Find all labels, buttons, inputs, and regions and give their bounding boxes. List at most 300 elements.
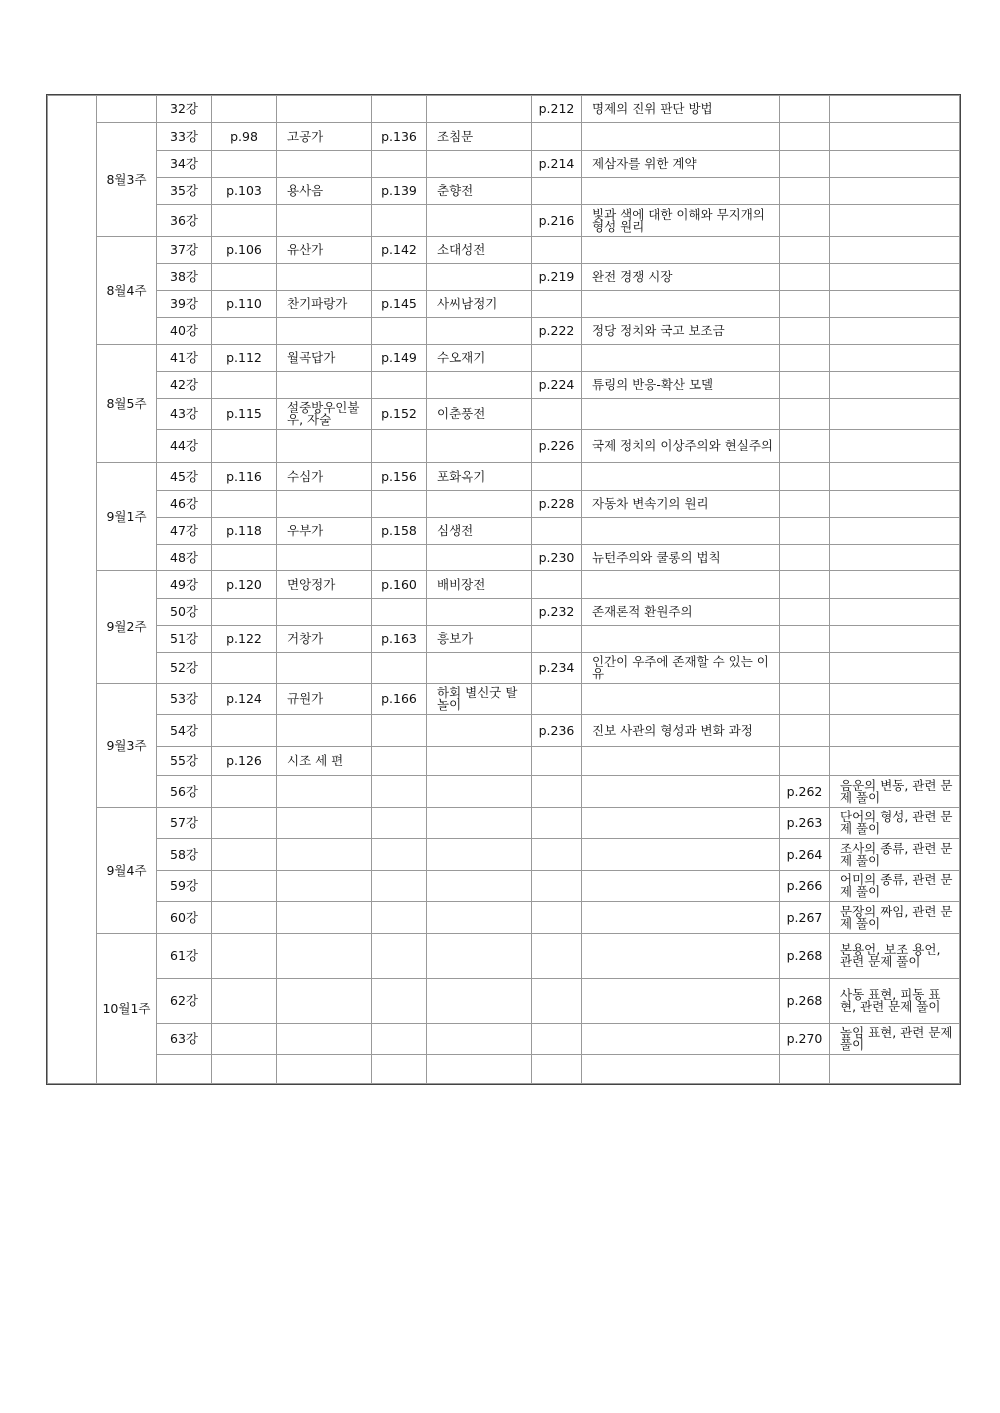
- grammar-page: [780, 463, 830, 491]
- grammar-topic: 조사의 종류, 관련 문제 풀이: [830, 839, 960, 871]
- lesson-number: 44강: [157, 430, 212, 463]
- reading-topic: 국제 정치의 이상주의와 현실주의: [582, 430, 780, 463]
- week-label: 8월3주: [97, 123, 157, 237]
- grammar-topic: [830, 571, 960, 599]
- grammar-page: [780, 264, 830, 291]
- prose-title: [427, 902, 532, 934]
- grammar-topic: [830, 372, 960, 399]
- prose-title: 이춘풍전: [427, 399, 532, 430]
- grammar-topic: [830, 96, 960, 123]
- prose-page: [372, 491, 427, 518]
- lesson-number: 51강: [157, 626, 212, 653]
- lesson-number: 43강: [157, 399, 212, 430]
- reading-page: p.212: [532, 96, 582, 123]
- reading-page: [532, 399, 582, 430]
- poetry-title: [277, 1024, 372, 1055]
- grammar-page: p.266: [780, 871, 830, 902]
- section-cell: [48, 96, 97, 1084]
- poetry-title: 월곡답가: [277, 345, 372, 372]
- grammar-page: [780, 237, 830, 264]
- grammar-page: [780, 178, 830, 205]
- literature-page: [212, 934, 277, 979]
- prose-page: p.163: [372, 626, 427, 653]
- poetry-title: [277, 205, 372, 237]
- week-label: 9월1주: [97, 463, 157, 571]
- reading-topic: 정당 정치와 국고 보조금: [582, 318, 780, 345]
- lesson-number: 49강: [157, 571, 212, 599]
- literature-page: [212, 715, 277, 747]
- prose-page: p.136: [372, 123, 427, 151]
- table-row: [48, 776, 960, 808]
- grammar-topic: [830, 318, 960, 345]
- prose-page: [372, 979, 427, 1024]
- reading-page: [532, 934, 582, 979]
- lesson-number: 54강: [157, 715, 212, 747]
- table-row: [48, 463, 960, 491]
- prose-title: [427, 776, 532, 808]
- prose-page: [372, 871, 427, 902]
- table-row: [48, 96, 960, 123]
- prose-page: p.142: [372, 237, 427, 264]
- table-row: [48, 653, 960, 684]
- grammar-page: p.268: [780, 979, 830, 1024]
- poetry-title: [277, 430, 372, 463]
- poetry-title: [277, 839, 372, 871]
- prose-title: 배비장전: [427, 571, 532, 599]
- reading-page: p.228: [532, 491, 582, 518]
- prose-title: [427, 839, 532, 871]
- grammar-page: [780, 291, 830, 318]
- prose-page: [372, 205, 427, 237]
- lesson-number: 35강: [157, 178, 212, 205]
- prose-page: [372, 1055, 427, 1084]
- grammar-topic: [830, 545, 960, 571]
- lesson-number: 56강: [157, 776, 212, 808]
- table-row: [48, 1024, 960, 1055]
- prose-page: [372, 151, 427, 178]
- table-row: [48, 372, 960, 399]
- prose-page: [372, 653, 427, 684]
- lesson-number: 60강: [157, 902, 212, 934]
- poetry-title: [277, 653, 372, 684]
- reading-page: p.234: [532, 653, 582, 684]
- poetry-title: 수심가: [277, 463, 372, 491]
- prose-title: 수오재기: [427, 345, 532, 372]
- reading-topic: [582, 979, 780, 1024]
- poetry-title: [277, 151, 372, 178]
- poetry-title: 유산가: [277, 237, 372, 264]
- literature-page: [212, 151, 277, 178]
- table-row: [48, 626, 960, 653]
- prose-title: [427, 372, 532, 399]
- grammar-page: [780, 1055, 830, 1084]
- prose-page: [372, 96, 427, 123]
- table-row: [48, 934, 960, 979]
- reading-page: [532, 776, 582, 808]
- poetry-title: 용사음: [277, 178, 372, 205]
- prose-title: [427, 151, 532, 178]
- reading-page: [532, 237, 582, 264]
- reading-page: [532, 345, 582, 372]
- poetry-title: [277, 934, 372, 979]
- table-row: [48, 318, 960, 345]
- lesson-number: 55강: [157, 747, 212, 776]
- grammar-page: [780, 653, 830, 684]
- poetry-title: 거창가: [277, 626, 372, 653]
- lesson-number: 40강: [157, 318, 212, 345]
- lesson-number: 62강: [157, 979, 212, 1024]
- table-row: [48, 684, 960, 715]
- lesson-number: 46강: [157, 491, 212, 518]
- grammar-page: [780, 430, 830, 463]
- poetry-title: 시조 세 편: [277, 747, 372, 776]
- literature-page: p.116: [212, 463, 277, 491]
- literature-page: [212, 372, 277, 399]
- grammar-topic: [830, 399, 960, 430]
- grammar-topic: 높임 표현, 관련 문제 풀이: [830, 1024, 960, 1055]
- lesson-number: 52강: [157, 653, 212, 684]
- table-row: [48, 902, 960, 934]
- literature-page: [212, 902, 277, 934]
- grammar-page: [780, 684, 830, 715]
- table-row: [48, 545, 960, 571]
- grammar-topic: [830, 491, 960, 518]
- grammar-topic: 어미의 종류, 관련 문제 풀이: [830, 871, 960, 902]
- prose-page: p.160: [372, 571, 427, 599]
- reading-page: p.230: [532, 545, 582, 571]
- prose-title: [427, 430, 532, 463]
- reading-topic: [582, 571, 780, 599]
- prose-title: [427, 808, 532, 839]
- literature-page: p.106: [212, 237, 277, 264]
- table-row: [48, 839, 960, 871]
- literature-page: p.112: [212, 345, 277, 372]
- lesson-number: 37강: [157, 237, 212, 264]
- grammar-page: [780, 399, 830, 430]
- grammar-page: [780, 747, 830, 776]
- grammar-topic: [830, 626, 960, 653]
- literature-page: [212, 96, 277, 123]
- grammar-topic: [830, 151, 960, 178]
- prose-title: [427, 318, 532, 345]
- poetry-title: [277, 902, 372, 934]
- table-row: [48, 571, 960, 599]
- table-row: [48, 747, 960, 776]
- literature-page: p.115: [212, 399, 277, 430]
- literature-page: p.120: [212, 571, 277, 599]
- prose-title: 소대성전: [427, 237, 532, 264]
- prose-title: [427, 871, 532, 902]
- grammar-topic: [830, 747, 960, 776]
- literature-page: p.122: [212, 626, 277, 653]
- reading-topic: 뉴턴주의와 쿨롱의 법칙: [582, 545, 780, 571]
- prose-title: [427, 599, 532, 626]
- literature-page: p.98: [212, 123, 277, 151]
- table-row: [48, 430, 960, 463]
- grammar-page: [780, 715, 830, 747]
- grammar-page: [780, 96, 830, 123]
- reading-page: [532, 684, 582, 715]
- reading-page: [532, 123, 582, 151]
- prose-title: 조침문: [427, 123, 532, 151]
- reading-page: [532, 747, 582, 776]
- grammar-page: [780, 491, 830, 518]
- poetry-title: 우부가: [277, 518, 372, 545]
- prose-title: [427, 205, 532, 237]
- reading-topic: 진보 사관의 형성과 변화 과정: [582, 715, 780, 747]
- reading-page: [532, 1055, 582, 1084]
- table-row: [48, 264, 960, 291]
- reading-page: [532, 979, 582, 1024]
- grammar-topic: [830, 178, 960, 205]
- prose-title: [427, 979, 532, 1024]
- reading-topic: 튜링의 반응-확산 모델: [582, 372, 780, 399]
- lesson-number: 57강: [157, 808, 212, 839]
- week-label: 9월2주: [97, 571, 157, 684]
- grammar-topic: [830, 237, 960, 264]
- prose-page: [372, 934, 427, 979]
- lesson-number: 61강: [157, 934, 212, 979]
- reading-page: [532, 871, 582, 902]
- prose-title: 심생전: [427, 518, 532, 545]
- poetry-title: [277, 372, 372, 399]
- lesson-number: 50강: [157, 599, 212, 626]
- prose-page: [372, 264, 427, 291]
- prose-page: p.152: [372, 399, 427, 430]
- table-row: [48, 178, 960, 205]
- grammar-page: p.263: [780, 808, 830, 839]
- week-label: 9월3주: [97, 684, 157, 808]
- reading-topic: [582, 123, 780, 151]
- table-row: [48, 123, 960, 151]
- lesson-number: 58강: [157, 839, 212, 871]
- reading-topic: [582, 237, 780, 264]
- grammar-topic: [830, 715, 960, 747]
- prose-page: p.158: [372, 518, 427, 545]
- reading-topic: [582, 747, 780, 776]
- week-label: [97, 96, 157, 123]
- reading-topic: 인간이 우주에 존재할 수 있는 이유: [582, 653, 780, 684]
- lesson-number: 38강: [157, 264, 212, 291]
- literature-page: [212, 1024, 277, 1055]
- lesson-number: 45강: [157, 463, 212, 491]
- grammar-page: p.268: [780, 934, 830, 979]
- prose-page: p.149: [372, 345, 427, 372]
- poetry-title: 찬기파랑가: [277, 291, 372, 318]
- prose-page: p.145: [372, 291, 427, 318]
- poetry-title: 설중방우인불우, 자술: [277, 399, 372, 430]
- table-row: [48, 205, 960, 237]
- reading-topic: [582, 1055, 780, 1084]
- prose-title: [427, 934, 532, 979]
- literature-page: p.118: [212, 518, 277, 545]
- lesson-number: 41강: [157, 345, 212, 372]
- poetry-title: [277, 264, 372, 291]
- table-row: [48, 399, 960, 430]
- lesson-number: 39강: [157, 291, 212, 318]
- prose-page: p.139: [372, 178, 427, 205]
- poetry-title: [277, 545, 372, 571]
- prose-page: [372, 318, 427, 345]
- reading-topic: [582, 839, 780, 871]
- prose-title: [427, 715, 532, 747]
- lesson-number: [157, 1055, 212, 1084]
- prose-page: [372, 599, 427, 626]
- table-row: [48, 715, 960, 747]
- prose-title: 흥보가: [427, 626, 532, 653]
- reading-page: p.216: [532, 205, 582, 237]
- lesson-number: 53강: [157, 684, 212, 715]
- reading-page: p.219: [532, 264, 582, 291]
- prose-title: 춘향전: [427, 178, 532, 205]
- prose-title: [427, 1055, 532, 1084]
- lesson-number: 42강: [157, 372, 212, 399]
- table-row: [48, 491, 960, 518]
- week-label: 10월1주: [97, 934, 157, 1084]
- schedule-table: [47, 95, 960, 1084]
- literature-page: [212, 808, 277, 839]
- grammar-page: p.270: [780, 1024, 830, 1055]
- reading-page: [532, 463, 582, 491]
- grammar-page: [780, 345, 830, 372]
- grammar-topic: [830, 518, 960, 545]
- reading-page: p.224: [532, 372, 582, 399]
- literature-page: [212, 318, 277, 345]
- literature-page: [212, 545, 277, 571]
- grammar-page: [780, 318, 830, 345]
- reading-page: p.226: [532, 430, 582, 463]
- reading-page: p.236: [532, 715, 582, 747]
- grammar-topic: [830, 1055, 960, 1084]
- literature-page: [212, 430, 277, 463]
- reading-topic: 완전 경쟁 시장: [582, 264, 780, 291]
- week-label: 8월4주: [97, 237, 157, 345]
- prose-title: [427, 96, 532, 123]
- grammar-topic: [830, 264, 960, 291]
- reading-topic: [582, 463, 780, 491]
- grammar-page: p.267: [780, 902, 830, 934]
- literature-page: [212, 871, 277, 902]
- reading-topic: [582, 871, 780, 902]
- grammar-topic: [830, 430, 960, 463]
- prose-page: p.156: [372, 463, 427, 491]
- literature-page: p.103: [212, 178, 277, 205]
- grammar-page: [780, 545, 830, 571]
- reading-page: [532, 1024, 582, 1055]
- prose-page: p.166: [372, 684, 427, 715]
- literature-page: [212, 839, 277, 871]
- week-label: 8월5주: [97, 345, 157, 463]
- lesson-number: 36강: [157, 205, 212, 237]
- prose-page: [372, 808, 427, 839]
- lesson-number: 59강: [157, 871, 212, 902]
- prose-title: [427, 747, 532, 776]
- prose-page: [372, 1024, 427, 1055]
- grammar-page: [780, 372, 830, 399]
- literature-page: [212, 264, 277, 291]
- grammar-page: p.262: [780, 776, 830, 808]
- week-label: 9월4주: [97, 808, 157, 934]
- reading-page: [532, 178, 582, 205]
- reading-topic: 빛과 색에 대한 이해와 무지개의 형성 원리: [582, 205, 780, 237]
- grammar-topic: [830, 653, 960, 684]
- lesson-number: 32강: [157, 96, 212, 123]
- literature-page: [212, 599, 277, 626]
- literature-page: [212, 776, 277, 808]
- prose-page: [372, 715, 427, 747]
- grammar-topic: 음운의 변동, 관련 문제 풀이: [830, 776, 960, 808]
- prose-title: 포화옥기: [427, 463, 532, 491]
- grammar-page: p.264: [780, 839, 830, 871]
- reading-page: [532, 839, 582, 871]
- prose-title: [427, 653, 532, 684]
- reading-page: [532, 626, 582, 653]
- grammar-page: [780, 151, 830, 178]
- grammar-topic: [830, 123, 960, 151]
- reading-topic: 자동차 변속기의 원리: [582, 491, 780, 518]
- literature-page: [212, 979, 277, 1024]
- table-row: [48, 871, 960, 902]
- poetry-title: [277, 491, 372, 518]
- reading-topic: [582, 626, 780, 653]
- poetry-title: [277, 715, 372, 747]
- grammar-topic: [830, 599, 960, 626]
- reading-topic: [582, 345, 780, 372]
- reading-topic: [582, 776, 780, 808]
- poetry-title: [277, 318, 372, 345]
- prose-title: [427, 1024, 532, 1055]
- grammar-topic: [830, 291, 960, 318]
- prose-title: [427, 491, 532, 518]
- reading-page: [532, 518, 582, 545]
- grammar-page: [780, 205, 830, 237]
- grammar-page: [780, 571, 830, 599]
- grammar-page: [780, 123, 830, 151]
- lesson-number: 34강: [157, 151, 212, 178]
- poetry-title: [277, 871, 372, 902]
- table-row: [48, 345, 960, 372]
- poetry-title: 면앙정가: [277, 571, 372, 599]
- table-row: [48, 599, 960, 626]
- lesson-number: 33강: [157, 123, 212, 151]
- reading-page: p.222: [532, 318, 582, 345]
- poetry-title: 규원가: [277, 684, 372, 715]
- reading-topic: [582, 178, 780, 205]
- grammar-page: [780, 599, 830, 626]
- grammar-topic: 문장의 짜임, 관련 문제 풀이: [830, 902, 960, 934]
- prose-page: [372, 545, 427, 571]
- prose-page: [372, 372, 427, 399]
- reading-topic: [582, 808, 780, 839]
- poetry-title: [277, 1055, 372, 1084]
- grammar-topic: [830, 345, 960, 372]
- reading-topic: [582, 1024, 780, 1055]
- lesson-number: 47강: [157, 518, 212, 545]
- reading-topic: [582, 902, 780, 934]
- poetry-title: [277, 808, 372, 839]
- table-row: [48, 291, 960, 318]
- table-row: [48, 518, 960, 545]
- reading-topic: [582, 684, 780, 715]
- prose-title: 사씨남정기: [427, 291, 532, 318]
- poetry-title: [277, 599, 372, 626]
- prose-page: [372, 839, 427, 871]
- prose-page: [372, 747, 427, 776]
- prose-page: [372, 902, 427, 934]
- table-row: [48, 979, 960, 1024]
- poetry-title: [277, 776, 372, 808]
- reading-page: [532, 571, 582, 599]
